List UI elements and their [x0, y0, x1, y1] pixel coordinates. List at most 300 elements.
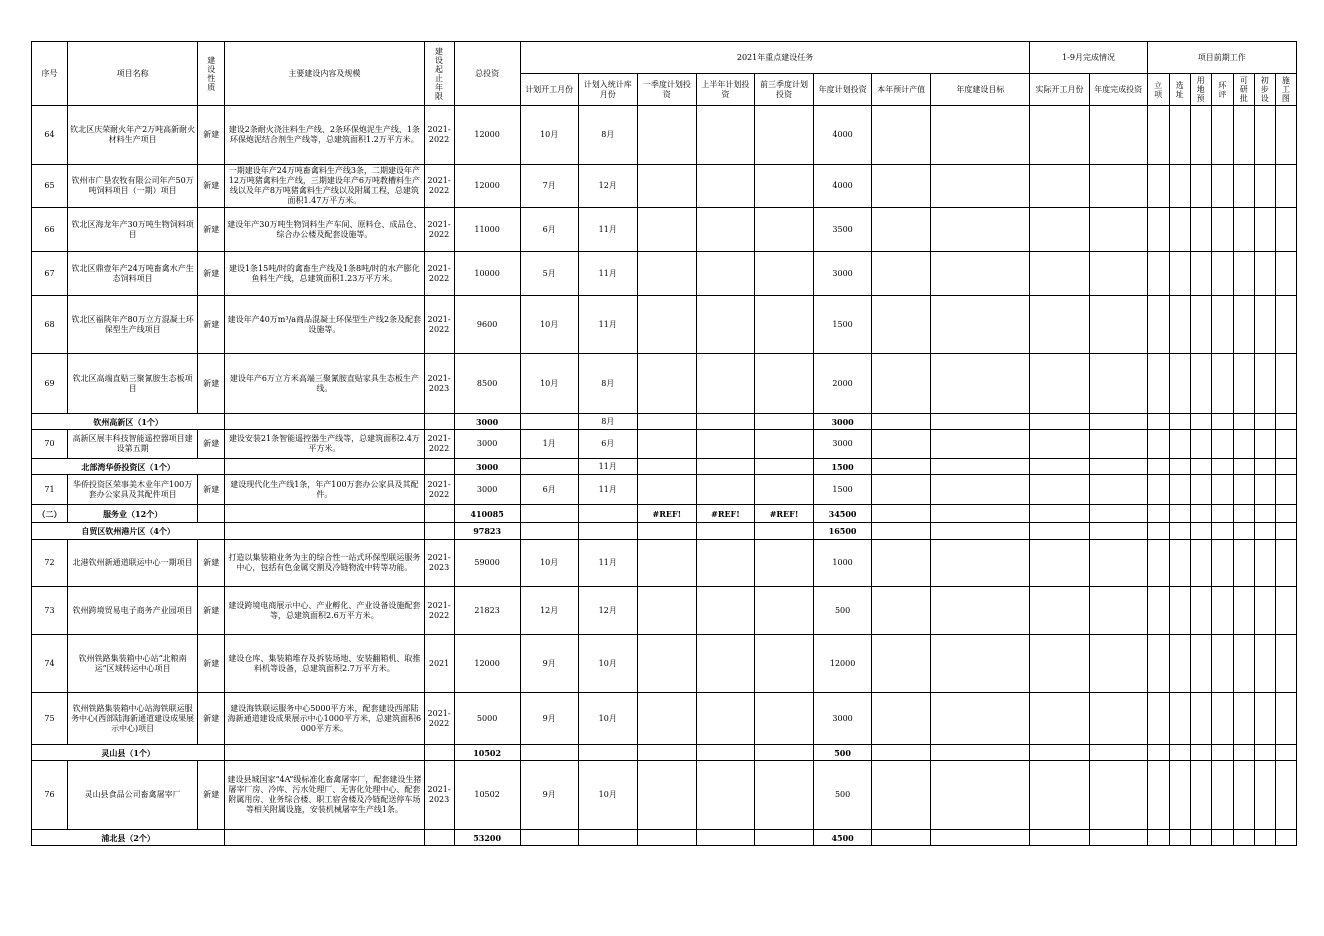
cell-empty — [1030, 523, 1089, 540]
cell-total: 3000 — [454, 459, 520, 475]
cell-total: 12000 — [454, 165, 520, 208]
cell-empty — [1147, 635, 1169, 693]
header-sub: 上半年计划投资 — [696, 74, 754, 106]
cell-empty — [872, 459, 931, 475]
cell-nature: 新建 — [198, 208, 225, 252]
cell-q3 — [754, 459, 813, 475]
cell-h1 — [696, 296, 754, 354]
cell-start-month: 7月 — [520, 165, 578, 208]
cell-empty — [1169, 505, 1190, 523]
cell-q1 — [637, 475, 696, 505]
cell-empty — [1169, 296, 1190, 354]
cell-stat-month: 10月 — [578, 761, 637, 830]
cell-empty — [1211, 761, 1233, 830]
cell-empty — [1211, 693, 1233, 745]
cell-stat-month: 12月 — [578, 165, 637, 208]
cell-empty — [1190, 830, 1211, 846]
cell-seq: 68 — [32, 296, 68, 354]
cell-content: 打造以集装箱业务为主的综合性一站式环保型联运服务中心，包括有色金属交割及冷链物流中转等功能。 — [225, 540, 424, 587]
cell-total: 10000 — [454, 252, 520, 296]
cell-start-month: 5月 — [520, 252, 578, 296]
cell-empty — [872, 587, 931, 635]
cell-empty — [1211, 540, 1233, 587]
cell-empty — [1147, 106, 1169, 165]
cell-empty — [1233, 587, 1254, 635]
cell-total: 5000 — [454, 693, 520, 745]
cell-empty — [1030, 693, 1089, 745]
cell-total: 97823 — [454, 523, 520, 540]
cell-nature: 新建 — [198, 761, 225, 830]
cell-name: 高新区展丰科技智能遥控器项目建设第五期 — [68, 430, 198, 459]
cell-empty — [1089, 523, 1147, 540]
cell-content: 建设仓库、集装箱堆存及拆装场地、安装翻箱机、取推料机等设备，总建筑面积2.7万平方米。 — [225, 635, 424, 693]
cell-empty — [1233, 761, 1254, 830]
cell-nature: 新建 — [198, 693, 225, 745]
cell-empty — [931, 430, 1030, 459]
cell-empty — [872, 635, 931, 693]
cell-total: 3000 — [454, 475, 520, 505]
category-row — [32, 505, 1297, 523]
cell-q1 — [637, 106, 696, 165]
header-sub: 年度建设目标 — [931, 74, 1030, 106]
header-prep: 环评 — [1211, 74, 1233, 106]
cell-total: 10502 — [454, 761, 520, 830]
cell-h1 — [696, 414, 754, 430]
cell-empty — [1089, 414, 1147, 430]
cell-q1 — [637, 830, 696, 846]
cell-empty — [931, 523, 1030, 540]
cell-empty — [1147, 540, 1169, 587]
cell-empty — [1089, 761, 1147, 830]
cell-empty — [1089, 540, 1147, 587]
cell-empty — [872, 523, 931, 540]
cell-empty — [931, 540, 1030, 587]
cell-start-month: 6月 — [520, 475, 578, 505]
cell-total: 8500 — [454, 354, 520, 414]
cell-name: 钦州铁路集装箱中心站海铁联运服务中心(西部陆海新通道建设成果展示中心)项目 — [68, 693, 198, 745]
cell-q1 — [637, 459, 696, 475]
cell-start-month — [520, 745, 578, 761]
cell-stat-month: 8月 — [578, 106, 637, 165]
cell-empty — [1190, 540, 1211, 587]
cell-name: 钦北区海龙年产30万吨生物饲料项目 — [68, 208, 198, 252]
cell-name: 灵山县食品公司畜禽屠宰厂 — [68, 761, 198, 830]
cell-empty — [1190, 475, 1211, 505]
cell-empty — [1211, 354, 1233, 414]
header-row-1 — [32, 42, 1297, 74]
cell-empty — [1233, 505, 1254, 523]
subtotal-row — [32, 745, 1297, 761]
header-sub: 本年预计产值 — [872, 74, 931, 106]
cell-name: 钦州市广垦农牧有限公司年产50万吨饲料项目（一期）项目 — [68, 165, 198, 208]
cell-empty — [1030, 414, 1089, 430]
cell-stat-month: 8月 — [578, 354, 637, 414]
cell-empty — [931, 354, 1030, 414]
header-sub: 一季度计划投资 — [637, 74, 696, 106]
cell-empty — [1169, 208, 1190, 252]
cell-empty — [1211, 523, 1233, 540]
header-sub: 计划开工月份 — [520, 74, 578, 106]
cell-empty — [1211, 475, 1233, 505]
cell-empty — [1169, 693, 1190, 745]
cell-empty — [931, 693, 1030, 745]
subtotal-row — [32, 414, 1297, 430]
cell-empty — [1254, 523, 1275, 540]
cell-empty — [1254, 745, 1275, 761]
cell-empty — [1089, 505, 1147, 523]
cell-total: 3000 — [454, 414, 520, 430]
cell-content — [225, 523, 424, 540]
cell-name: 北港钦州新通道联运中心一期项目 — [68, 540, 198, 587]
cell-content — [225, 414, 424, 430]
cell-empty — [1190, 505, 1211, 523]
cell-name: 钦州高新区（1个） — [32, 414, 225, 430]
cell-h1 — [696, 252, 754, 296]
cell-h1 — [696, 208, 754, 252]
cell-empty — [1275, 693, 1296, 745]
cell-empty — [1275, 414, 1296, 430]
cell-nature: 新建 — [198, 165, 225, 208]
cell-empty — [1275, 165, 1296, 208]
cell-name: 服务业（12个） — [68, 505, 198, 523]
cell-empty — [1190, 693, 1211, 745]
cell-annual: 1500 — [814, 459, 872, 475]
cell-start-month: 10月 — [520, 540, 578, 587]
cell-content: 建设年产40万m³/a商品混凝土环保型生产线2条及配套设施等。 — [225, 296, 424, 354]
cell-annual: 1000 — [814, 540, 872, 587]
cell-empty — [1147, 523, 1169, 540]
cell-empty — [872, 296, 931, 354]
cell-empty — [1030, 505, 1089, 523]
cell-empty — [1147, 459, 1169, 475]
cell-empty — [1254, 635, 1275, 693]
cell-empty — [1254, 165, 1275, 208]
cell-empty — [1147, 414, 1169, 430]
cell-empty — [931, 106, 1030, 165]
cell-empty — [1147, 252, 1169, 296]
cell-empty — [1254, 208, 1275, 252]
cell-annual: 1500 — [814, 475, 872, 505]
cell-stat-month: 11月 — [578, 296, 637, 354]
cell-total: 11000 — [454, 208, 520, 252]
cell-empty — [1169, 106, 1190, 165]
cell-empty — [1211, 296, 1233, 354]
cell-empty — [1254, 761, 1275, 830]
cell-empty — [1275, 106, 1296, 165]
cell-empty — [1254, 430, 1275, 459]
subtotal-row — [32, 459, 1297, 475]
cell-q3 — [754, 414, 813, 430]
cell-empty — [1211, 635, 1233, 693]
cell-empty — [1147, 761, 1169, 830]
subtotal-row — [32, 830, 1297, 846]
cell-stat-month: 12月 — [578, 587, 637, 635]
cell-empty — [1211, 430, 1233, 459]
cell-empty — [1089, 459, 1147, 475]
cell-empty — [872, 430, 931, 459]
cell-empty — [931, 459, 1030, 475]
header-prep: 选址 — [1169, 74, 1190, 106]
header-prep: 初步设 — [1254, 74, 1275, 106]
cell-seq: 69 — [32, 354, 68, 414]
cell-annual: 3000 — [814, 430, 872, 459]
cell-start-month: 10月 — [520, 296, 578, 354]
cell-years: 2021-2022 — [424, 475, 454, 505]
cell-empty — [931, 414, 1030, 430]
cell-total: 410085 — [454, 505, 520, 523]
cell-years — [424, 505, 454, 523]
cell-start-month: 6月 — [520, 208, 578, 252]
cell-empty — [1089, 693, 1147, 745]
cell-h1 — [696, 745, 754, 761]
cell-empty — [1147, 745, 1169, 761]
cell-nature — [198, 505, 225, 523]
cell-empty — [1089, 475, 1147, 505]
table-row — [32, 430, 1297, 459]
cell-empty — [1275, 430, 1296, 459]
cell-h1 — [696, 635, 754, 693]
cell-empty — [1030, 459, 1089, 475]
cell-name: 华侨投资区荣事美木业年产100万套办公家具及其配件项目 — [68, 475, 198, 505]
cell-empty — [1190, 430, 1211, 459]
cell-content — [225, 459, 424, 475]
header-sub: 计划入统计库月份 — [578, 74, 637, 106]
header-years: 建设起止年限 — [424, 42, 454, 106]
cell-empty — [1089, 430, 1147, 459]
cell-empty — [1233, 354, 1254, 414]
cell-empty — [1030, 208, 1089, 252]
cell-empty — [1089, 106, 1147, 165]
cell-empty — [1030, 106, 1089, 165]
cell-empty — [1030, 475, 1089, 505]
cell-empty — [1190, 165, 1211, 208]
cell-empty — [1169, 165, 1190, 208]
cell-empty — [1233, 252, 1254, 296]
cell-name: 钦北区高端直贴三聚氰胺生态板项目 — [68, 354, 198, 414]
cell-empty — [1254, 505, 1275, 523]
cell-empty — [1169, 761, 1190, 830]
cell-empty — [1030, 252, 1089, 296]
cell-start-month: 10月 — [520, 106, 578, 165]
cell-empty — [1089, 635, 1147, 693]
cell-start-month — [520, 414, 578, 430]
cell-nature: 新建 — [198, 106, 225, 165]
cell-name: 灵山县（1个） — [32, 745, 225, 761]
table-row — [32, 693, 1297, 745]
cell-empty — [1030, 761, 1089, 830]
cell-empty — [1169, 635, 1190, 693]
cell-empty — [1030, 587, 1089, 635]
cell-empty — [1147, 296, 1169, 354]
cell-stat-month: 6月 — [578, 430, 637, 459]
cell-q1 — [637, 414, 696, 430]
cell-empty — [931, 745, 1030, 761]
table-row — [32, 296, 1297, 354]
cell-start-month — [520, 459, 578, 475]
header-group-prep: 项目前期工作 — [1147, 42, 1296, 74]
cell-h1 — [696, 540, 754, 587]
cell-empty — [1275, 745, 1296, 761]
cell-seq: 70 — [32, 430, 68, 459]
cell-stat-month: 11月 — [578, 459, 637, 475]
cell-nature: 新建 — [198, 296, 225, 354]
cell-empty — [1275, 540, 1296, 587]
cell-q1 — [637, 587, 696, 635]
cell-h1 — [696, 761, 754, 830]
cell-empty — [1233, 540, 1254, 587]
cell-empty — [1147, 208, 1169, 252]
cell-annual: 2000 — [814, 354, 872, 414]
cell-seq: 75 — [32, 693, 68, 745]
cell-empty — [1089, 745, 1147, 761]
cell-empty — [1190, 208, 1211, 252]
cell-empty — [1190, 459, 1211, 475]
cell-q3 — [754, 761, 813, 830]
cell-annual: 3500 — [814, 208, 872, 252]
table-row — [32, 635, 1297, 693]
cell-total: 3000 — [454, 430, 520, 459]
cell-seq: 74 — [32, 635, 68, 693]
cell-years: 2021-2022 — [424, 693, 454, 745]
cell-content: 建设年产6万立方米高端三聚氰胺直贴家具生态板生产线。 — [225, 354, 424, 414]
header-seq: 序号 — [32, 42, 68, 106]
cell-empty — [872, 354, 931, 414]
cell-empty — [1147, 587, 1169, 635]
cell-q1 — [637, 635, 696, 693]
cell-years: 2021-2022 — [424, 587, 454, 635]
cell-years: 2021-2022 — [424, 252, 454, 296]
cell-empty — [1275, 587, 1296, 635]
cell-q1: #REF! — [637, 505, 696, 523]
cell-empty — [1211, 414, 1233, 430]
cell-start-month: 1月 — [520, 430, 578, 459]
cell-years: 2021 — [424, 635, 454, 693]
header-group-2021: 2021年重点建设任务 — [520, 42, 1030, 74]
cell-empty — [1190, 106, 1211, 165]
cell-empty — [931, 208, 1030, 252]
cell-annual: 4000 — [814, 106, 872, 165]
cell-empty — [1169, 587, 1190, 635]
cell-seq: 73 — [32, 587, 68, 635]
cell-total: 9600 — [454, 296, 520, 354]
cell-stat-month: 10月 — [578, 693, 637, 745]
cell-q3 — [754, 587, 813, 635]
cell-empty — [1275, 252, 1296, 296]
cell-total: 59000 — [454, 540, 520, 587]
cell-name: 自贸区钦州港片区（4个） — [32, 523, 225, 540]
cell-q3 — [754, 106, 813, 165]
cell-annual: 500 — [814, 587, 872, 635]
cell-years: 2021-2022 — [424, 208, 454, 252]
cell-empty — [1190, 635, 1211, 693]
cell-empty — [872, 208, 931, 252]
cell-start-month — [520, 523, 578, 540]
table-row — [32, 761, 1297, 830]
cell-name: 钦州铁路集装箱中心站“北粮南运”区域转运中心项目 — [68, 635, 198, 693]
header-sub: 年度完成投资 — [1089, 74, 1147, 106]
cell-seq: 76 — [32, 761, 68, 830]
cell-empty — [1190, 523, 1211, 540]
cell-years: 2021-2022 — [424, 165, 454, 208]
cell-annual: 500 — [814, 745, 872, 761]
cell-h1 — [696, 430, 754, 459]
cell-seq: 65 — [32, 165, 68, 208]
cell-empty — [1233, 106, 1254, 165]
cell-empty — [1211, 106, 1233, 165]
cell-empty — [1275, 761, 1296, 830]
cell-nature: 新建 — [198, 587, 225, 635]
cell-empty — [1147, 354, 1169, 414]
cell-empty — [1089, 354, 1147, 414]
cell-empty — [1233, 523, 1254, 540]
cell-empty — [872, 106, 931, 165]
cell-empty — [1030, 430, 1089, 459]
cell-empty — [1030, 165, 1089, 208]
table-row — [32, 208, 1297, 252]
cell-stat-month — [578, 505, 637, 523]
cell-nature: 新建 — [198, 354, 225, 414]
cell-empty — [1190, 745, 1211, 761]
cell-empty — [1233, 296, 1254, 354]
cell-empty — [1169, 354, 1190, 414]
cell-h1 — [696, 587, 754, 635]
cell-empty — [1233, 430, 1254, 459]
cell-stat-month: 11月 — [578, 208, 637, 252]
cell-q3 — [754, 830, 813, 846]
cell-empty — [872, 505, 931, 523]
cell-start-month: 9月 — [520, 761, 578, 830]
cell-stat-month — [578, 830, 637, 846]
cell-content: 建设县城国家“4A”级标准化畜禽屠宰厂，配套建设生猪屠宰厂房、冷库、污水处理厂、无害化处理中心、配套附属用房、业务综合楼、职工宿舍楼及冷链配送停车场等相关附属设施，安装机械屠宰生产线1条。 — [225, 761, 424, 830]
cell-content — [225, 830, 424, 846]
cell-empty — [1211, 252, 1233, 296]
cell-empty — [1147, 830, 1169, 846]
cell-empty — [1030, 296, 1089, 354]
cell-empty — [872, 761, 931, 830]
cell-empty — [931, 475, 1030, 505]
cell-years: 2021-2022 — [424, 430, 454, 459]
cell-q3 — [754, 296, 813, 354]
cell-h1 — [696, 354, 754, 414]
cell-empty — [1030, 635, 1089, 693]
cell-empty — [1169, 540, 1190, 587]
cell-empty — [931, 505, 1030, 523]
cell-years — [424, 745, 454, 761]
cell-nature: 新建 — [198, 635, 225, 693]
cell-empty — [1254, 459, 1275, 475]
cell-empty — [1190, 761, 1211, 830]
cell-content: 建设2条耐火浇注料生产线、2条环保炮泥生产线、1条环保炮泥结合剂生产线等，总建筑面积1.2万平方米。 — [225, 106, 424, 165]
cell-q3 — [754, 475, 813, 505]
cell-nature: 新建 — [198, 430, 225, 459]
cell-empty — [931, 761, 1030, 830]
table-row — [32, 475, 1297, 505]
cell-seq: （二） — [32, 505, 68, 523]
cell-empty — [1254, 693, 1275, 745]
cell-empty — [931, 635, 1030, 693]
cell-content: 建设跨境电商展示中心、产业孵化、产业设备设施配套等，总建筑面积2.6万平方米。 — [225, 587, 424, 635]
cell-start-month: 12月 — [520, 587, 578, 635]
cell-h1 — [696, 459, 754, 475]
cell-empty — [1254, 540, 1275, 587]
cell-content: 建设年产30万吨生物饲料生产车间、原料仓、成品仓、综合办公楼及配套设施等。 — [225, 208, 424, 252]
cell-empty — [931, 296, 1030, 354]
cell-empty — [1233, 745, 1254, 761]
cell-nature: 新建 — [198, 475, 225, 505]
cell-empty — [931, 830, 1030, 846]
cell-stat-month: 8月 — [578, 414, 637, 430]
header-sub: 实际开工月份 — [1030, 74, 1089, 106]
